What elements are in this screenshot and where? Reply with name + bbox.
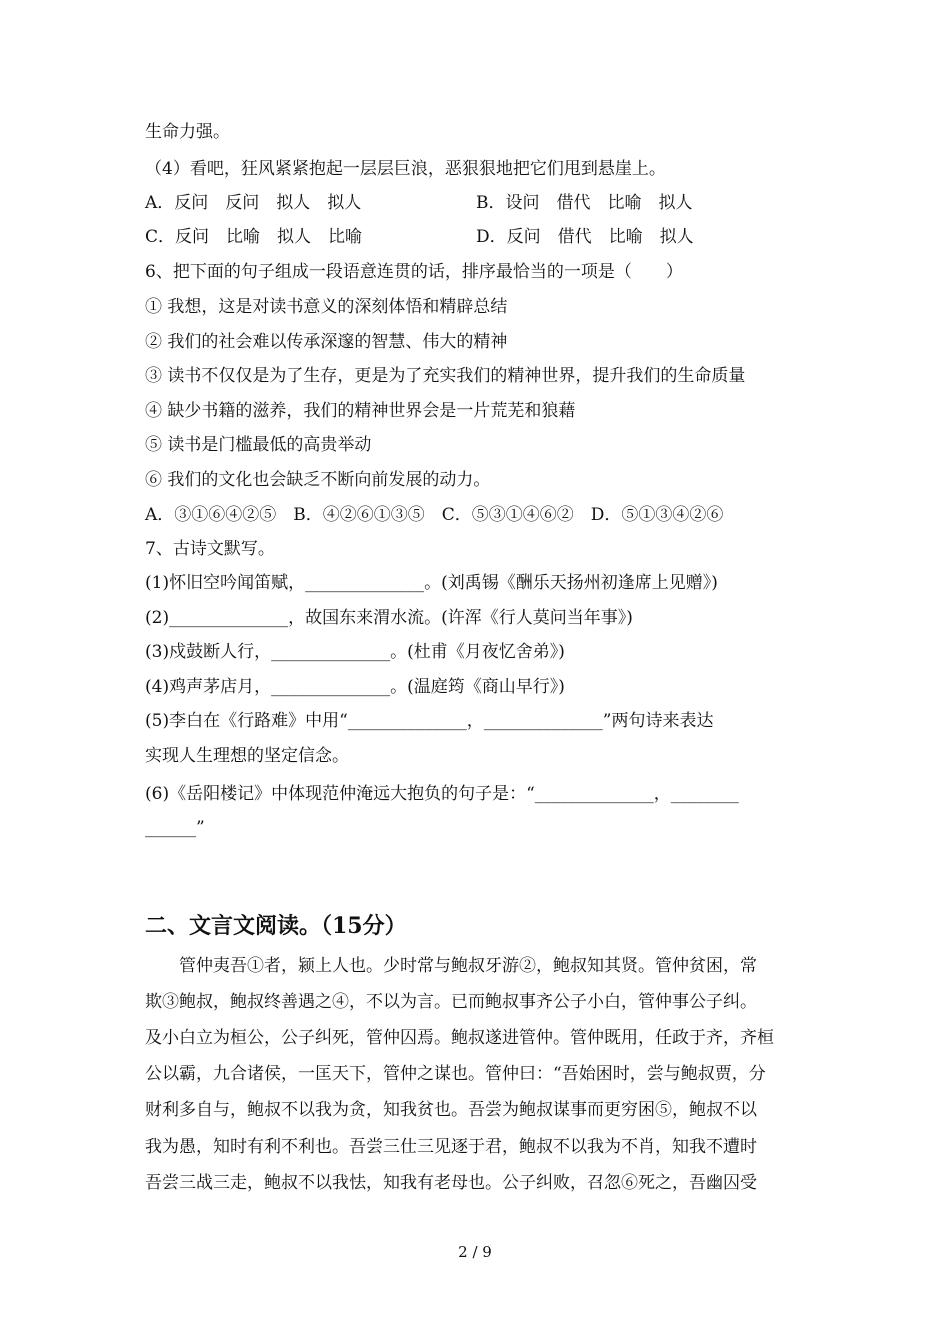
- q6-item: ④ 缺少书籍的滋养，我们的精神世界会是一片荒芜和狼藉: [145, 401, 576, 421]
- prose-line: 我为愚，知时有利不利也。吾尝三仕三见逐于君，鲍叔不以我为不肖，知我不遭时: [145, 1137, 757, 1157]
- q6-item: ① 我想，这是对读书意义的深刻体悟和精辟总结: [145, 297, 508, 317]
- q7-item: (2)______________，故国东来渭水流。(许浑《行人莫问当年事》): [145, 608, 633, 628]
- q4-option-d: D．反问 借代 比喻 拟人: [476, 227, 694, 247]
- q7-item: 实现人生理想的坚定信念。: [145, 746, 349, 766]
- prose-line: 欺③鲍叔，鲍叔终善遇之④，不以为言。已而鲍叔事齐公子小白，管仲事公子纠。: [145, 992, 757, 1012]
- q6-options: A．③①⑥④②⑤ B．④②⑥①③⑤ C．⑤③①④⑥② D．⑤①③④②⑥: [145, 505, 724, 525]
- section-heading: 二、文言文阅读。（15分）: [145, 913, 407, 939]
- q6-item: ⑥ 我们的文化也会缺乏不断向前发展的动力。: [145, 470, 491, 490]
- q7-item: (1)怀旧空吟闻笛赋，______________。(刘禹锡《酬乐天扬州初逢席上见赠》): [145, 573, 718, 593]
- prose-line: 及小白立为桓公，公子纠死，管仲囚焉。鲍叔遂进管仲。管仲既用，任政于齐，齐桓: [145, 1028, 774, 1048]
- q6-item: ② 我们的社会难以传承深邃的智慧、伟大的精神: [145, 332, 508, 352]
- q6-prompt: 6、把下面的句子组成一段语意连贯的话，排序最恰当的一项是（ ）: [145, 262, 683, 282]
- q7-item: (4)鸡声茅店月，______________。(温庭筠《商山早行》): [145, 677, 565, 697]
- page-number: 2 / 9: [458, 1243, 492, 1261]
- prose-line: 管仲夷吾①者，颍上人也。少时常与鲍叔牙游②，鲍叔知其贤。管仲贫困，常: [145, 956, 757, 976]
- q7-item: (6)《岳阳楼记》中体现范仲淹远大抱负的句子是：“______________，________: [145, 784, 739, 804]
- intro-tail: 生命力强。: [145, 122, 230, 142]
- q7-prompt: 7、古诗文默写。: [145, 539, 275, 559]
- q4-sentence: （4）看吧，狂风紧紧抱起一层层巨浪，恶狠狠地把它们甩到悬崖上。: [145, 159, 666, 179]
- prose-line: 吾尝三战三走，鲍叔不以我怯，知我有老母也。公子纠败，召忽⑥死之，吾幽囚受: [145, 1173, 757, 1193]
- prose-line: 财利多自与，鲍叔不以我为贪，知我贫也。吾尝为鲍叔谋事而更穷困⑤，鲍叔不以: [145, 1100, 757, 1120]
- q4-option-c: C．反问 比喻 拟人 比喻: [145, 227, 363, 247]
- q6-item: ⑤ 读书是门槛最低的高贵举动: [145, 435, 372, 455]
- q4-option-a: A．反问 反问 拟人 拟人: [145, 193, 362, 213]
- q6-item: ③ 读书不仅仅是为了生存，更是为了充实我们的精神世界，提升我们的生命质量: [145, 366, 746, 386]
- prose-line: 公以霸，九合诸侯，一匡天下，管仲之谋也。管仲曰：“吾始困时，尝与鲍叔贾，分: [145, 1064, 766, 1084]
- q7-item: (3)戍鼓断人行，______________。(杜甫《月夜忆舍弟》): [145, 642, 565, 662]
- q7-item: (5)李白在《行路难》中用“______________，______________”两句诗来表达: [145, 711, 714, 731]
- q7-item: ______”: [145, 818, 205, 838]
- q4-option-b: B．设问 借代 比喻 拟人: [476, 193, 693, 213]
